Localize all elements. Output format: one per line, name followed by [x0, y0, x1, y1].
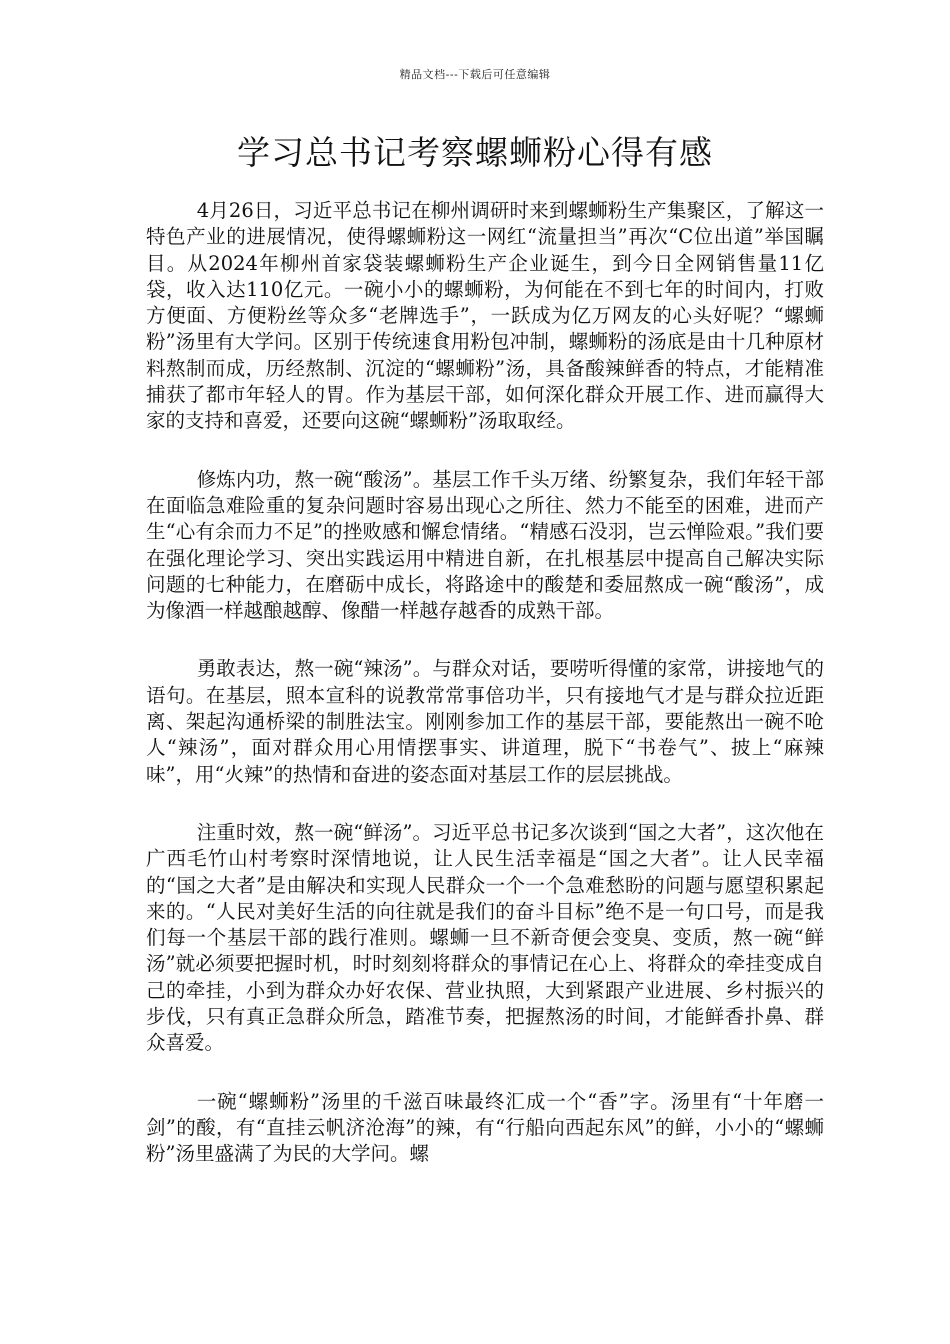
document-body — [146, 198, 824, 1200]
paragraph-5: 一碗“螺蛳粉”汤里的千滋百味最终汇成一个“香”字。汤里有“十年磨一剑”的酸，有“直挂云帆济沧海”的辣，有“行船向西起东风”的鲜，小小的“螺蛳粉”汤里盛满了为民的大学问。螺 — [146, 1089, 824, 1166]
paragraph-4: 注重时效，熬一碗“鲜汤”。习近平总书记多次谈到“国之大者”，这次他在广西毛竹山村考察时深情地说，让人民生活幸福是“国之大者”。让人民幸福的“国之大者”是由解决和实现人民群众一个一个急难愁盼的问题与愿望积累起来的。“人民对美好生活的向往就是我们的奋斗目标”绝不是一句口号，而是我们每一个基层干部的践行准则。螺蛳一旦不新奇便会变臭、变质，熬一碗“鲜汤”就必须要把握时机，时时刻刻将群众的事情记在心上、将群众的牵挂变成自己的牵挂，小到为群众办好农保、营业执照，大到紧跟产业进展、乡村振兴的步伐，只有真正急群众所急，踏准节奏，把握熬汤的时间，才能鲜香扑鼻、群众喜爱。 — [146, 820, 824, 1055]
header-note: 精品文档---下载后可任意编辑 — [399, 68, 551, 81]
document-title: 学习总书记考察螺蛳粉心得有感 — [237, 133, 713, 172]
paragraph-3: 勇敢表达，熬一碗“辣汤”。与群众对话，要唠听得懂的家常，讲接地气的语句。在基层，照本宣科的说教常常事倍功半，只有接地气才是与群众拉近距离、架起沟通桥梁的制胜法宝。刚刚参加工作的基层干部，要能熬出一碗不呛人“辣汤”，面对群众用心用情摆事实、讲道理，脱下“书卷气”、披上“麻辣味”，用“火辣”的热情和奋进的姿态面对基层工作的层层挑战。 — [146, 657, 824, 786]
paragraph-2: 修炼内功，熬一碗“酸汤”。基层工作千头万绪、纷繁复杂，我们年轻干部在面临急难险重的复杂问题时容易出现心之所往、然力不能至的困难，进而产生“心有余而力不足”的挫败感和懈怠情绪。“精感石没羽，岂云惮险艰。”我们要在强化理论学习、突出实践运用中精进自新，在扎根基层中提高自己解决实际问题的七种能力，在磨砺中成长，将路途中的酸楚和委屈熬成一碗“酸汤”，成为像酒一样越酿越醇、像醋一样越存越香的成熟干部。 — [146, 467, 824, 623]
paragraph-1: 4月26日，习近平总书记在柳州调研时来到螺蛳粉生产集聚区，了解这一特色产业的进展情况，使得螺蛳粉这一网红“流量担当”再次“C位出道”举国瞩目。从2024年柳州首家袋装螺蛳粉生产企业诞生，到今日全网销售量11亿袋，收入达110亿元。一碗小小的螺蛳粉，为何能在不到七年的时间内，打败方便面、方便粉丝等众多“老牌选手”，一跃成为亿万网友的心头好呢？“螺蛳粉”汤里有大学问。区别于传统速食用粉包冲制，螺蛳粉的汤底是由十几种原材料熬制而成，历经熬制、沉淀的“螺蛳粉”汤，具备酸辣鲜香的特点，才能精准捕获了都市年轻人的胃。作为基层干部，如何深化群众开展工作、进而赢得大家的支持和喜爱，还要向这碗“螺蛳粉”汤取取经。 — [146, 199, 824, 433]
